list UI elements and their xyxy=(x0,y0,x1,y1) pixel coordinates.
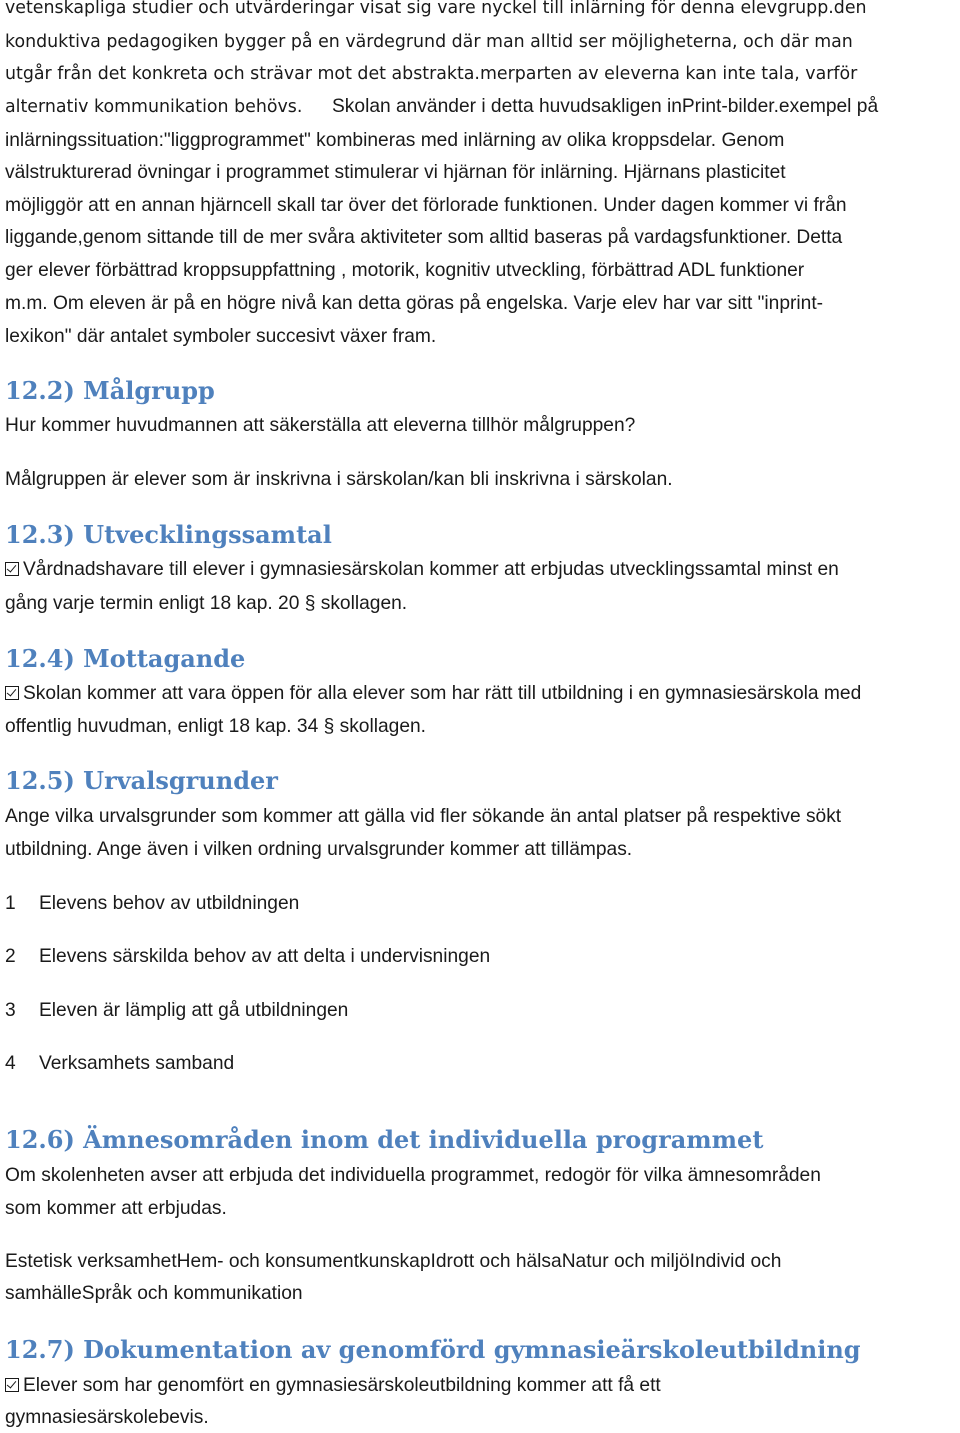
body-line: ger elever förbättrad kroppsuppfattning , motorik, kognitiv utveckling, förbättrad ADL funktioner xyxy=(5,260,805,281)
intro-line: alternativ kommunikation behövs. xyxy=(5,97,303,117)
body-line: möjliggör att en annan hjärncell skall tar över det förlorade funktionen. Under dagen kommer vi från xyxy=(5,195,847,216)
list-item xyxy=(5,892,299,916)
checked-line xyxy=(5,1374,661,1398)
list-item-number: 1 xyxy=(5,893,16,914)
list-item-text: Verksamhets samband xyxy=(39,1053,235,1074)
body-line: välstrukturerad övningar i programmet stimulerar vi hjärnan för inlärning. Hjärnans plasticitet xyxy=(5,162,786,183)
section-heading-malgrupp: 12.2) Målgrupp xyxy=(5,376,215,405)
list-item-text: Elevens särskilda behov av att delta i undervisningen xyxy=(39,946,491,967)
body-line: lexikon" där antalet symboler succesivt växer fram. xyxy=(5,326,437,347)
list-item-number: 4 xyxy=(5,1053,16,1074)
body-line: m.m. Om eleven är på en högre nivå kan detta göras på engelska. Varje elev har var sitt "inprint- xyxy=(5,293,824,314)
intro-line: vetenskapliga studier och utvärderingar visat sig vare nyckel till inlärning för denna elevgrupp.den xyxy=(5,0,867,18)
list-item-number: 3 xyxy=(5,1000,16,1021)
checkbox-checked-icon xyxy=(5,1378,19,1392)
section-heading-dokumentation: 12.7) Dokumentation av genomförd gymnasieärskoleutbildning xyxy=(5,1335,861,1364)
checked-text: Skolan kommer att vara öppen för alla elever som har rätt till utbildning i en gymnasiesärskola med xyxy=(23,683,862,704)
list-item xyxy=(5,945,490,969)
checked-text: Vårdnadshavare till elever i gymnasiesärskolan kommer att erbjudas utvecklingssamtal minst en xyxy=(23,559,839,580)
body-line: som kommer att erbjudas. xyxy=(5,1198,227,1219)
section-heading-mottagande: 12.4) Mottagande xyxy=(5,644,246,673)
section-heading-amnesomraden: 12.6) Ämnesområden inom det individuella programmet xyxy=(5,1125,764,1154)
section-heading-utvecklingssamtal: 12.3) Utvecklingssamtal xyxy=(5,520,332,549)
checked-text: Elever som har genomfört en gymnasiesärskoleutbildning kommer att få ett xyxy=(23,1375,661,1396)
checkbox-checked-icon xyxy=(5,686,19,700)
body-line: utbildning. Ange även i vilken ordning urvalsgrunder kommer att tillämpas. xyxy=(5,839,633,860)
body-line: inlärningssituation:"liggprogrammet" kombineras med inlärning av olika kroppsdelar. Genom xyxy=(5,130,785,151)
answer-text: Målgruppen är elever som är inskrivna i särskolan/kan bli inskrivna i särskolan. xyxy=(5,469,673,490)
list-item xyxy=(5,1052,234,1076)
answer-text: Estetisk verksamhetHem- och konsumentkunskapIdrott och hälsaNatur och miljöIndivid och xyxy=(5,1251,782,1272)
body-line: Om skolenheten avser att erbjuda det individuella programmet, redogör för vilka ämnesområden xyxy=(5,1165,821,1186)
list-item-text: Elevens behov av utbildningen xyxy=(39,893,300,914)
list-item-number: 2 xyxy=(5,946,16,967)
intro-line: konduktiva pedagogiken bygger på en värdegrund där man alltid ser möjligheterna, och där man xyxy=(5,32,853,52)
body-line: liggande,genom sittande till de mer svåra aktiviteter som alltid baseras på vardagsfunktioner. Detta xyxy=(5,227,843,248)
answer-text: samhälleSpråk och kommunikation xyxy=(5,1283,303,1304)
section-heading-urvalsgrunder: 12.5) Urvalsgrunder xyxy=(5,766,278,795)
checkbox-checked-icon xyxy=(5,562,19,576)
checked-line xyxy=(5,558,839,582)
intro-line: utgår från det konkreta och strävar mot det abstrakta.merparten av eleverna kan inte tala, varför xyxy=(5,64,858,84)
body-line: Ange vilka urvalsgrunder som kommer att gälla vid fler sökande än antal platser på respektive sökt xyxy=(5,806,842,827)
question-text: Hur kommer huvudmannen att säkerställa att eleverna tillhör målgruppen? xyxy=(5,415,636,436)
body-line: offentlig huvudman, enligt 18 kap. 34 § skollagen. xyxy=(5,716,427,737)
list-item-text: Eleven är lämplig att gå utbildningen xyxy=(39,1000,349,1021)
list-item xyxy=(5,999,348,1023)
checked-line xyxy=(5,682,861,706)
body-line: Skolan använder i detta huvudsakligen inPrint-bilder.exempel på xyxy=(332,96,879,117)
body-line: gång varje termin enligt 18 kap. 20 § skollagen. xyxy=(5,593,408,614)
body-line: gymnasiesärskolebevis. xyxy=(5,1407,209,1428)
